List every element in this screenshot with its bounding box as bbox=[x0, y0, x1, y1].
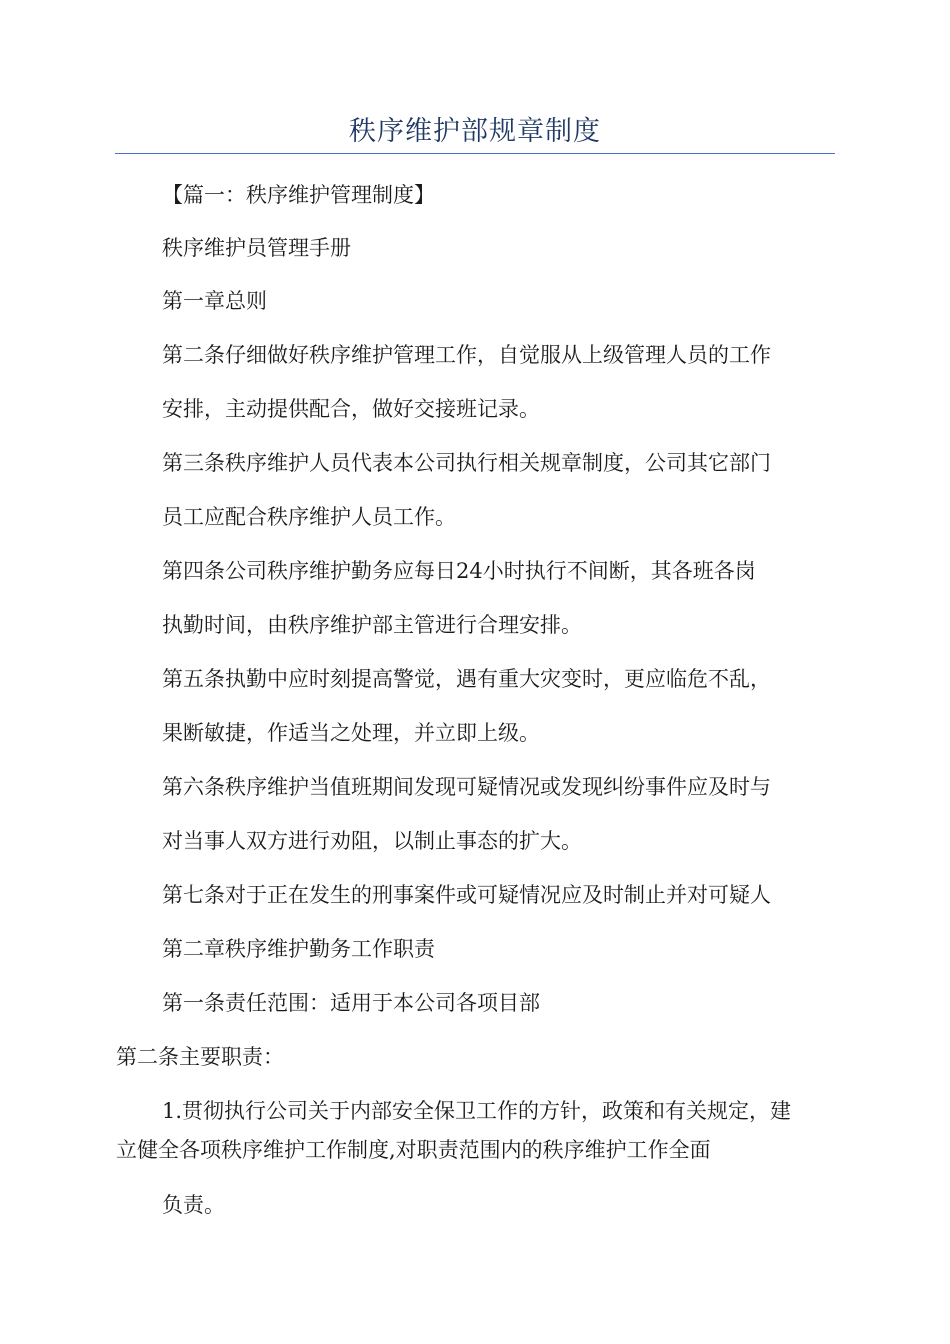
paragraph-line: 负责。 bbox=[162, 1193, 225, 1217]
chapter-heading: 第一章总则 bbox=[162, 289, 267, 313]
handbook-title: 秩序维护员管理手册 bbox=[162, 236, 351, 260]
paragraph-line: 1.贯彻执行公司关于内部安全保卫工作的方针，政策和有关规定，建 bbox=[162, 1099, 792, 1123]
paragraph-line: 果断敏捷，作适当之处理，并立即上级。 bbox=[162, 721, 540, 745]
paragraph-line: 对当事人双方进行劝阻，以制止事态的扩大。 bbox=[162, 829, 582, 853]
paragraph-line: 第六条秩序维护当值班期间发现可疑情况或发现纠纷事件应及时与 bbox=[162, 775, 771, 799]
document-title: 秩序维护部规章制度 bbox=[349, 116, 601, 147]
section-heading: 【篇一：秩序维护管理制度】 bbox=[162, 183, 435, 207]
paragraph-line: 安排，主动提供配合，做好交接班记录。 bbox=[162, 397, 540, 421]
paragraph-line: 执勤时间，由秩序维护部主管进行合理安排。 bbox=[162, 613, 582, 637]
paragraph-line: 第一条责任范围：适用于本公司各项目部 bbox=[162, 991, 540, 1015]
paragraph-line: 第二条仔细做好秩序维护管理工作，自觉服从上级管理人员的工作 bbox=[162, 343, 771, 367]
paragraph-line: 第四条公司秩序维护勤务应每日24小时执行不间断，其各班各岗 bbox=[162, 559, 756, 583]
paragraph-line: 员工应配合秩序维护人员工作。 bbox=[162, 505, 456, 529]
title-underline bbox=[115, 153, 835, 154]
paragraph-line: 立健全各项秩序维护工作制度,对职责范围内的秩序维护工作全面 bbox=[116, 1138, 711, 1162]
paragraph-line: 第七条对于正在发生的刑事案件或可疑情况应及时制止并对可疑人 bbox=[162, 883, 771, 907]
paragraph-line: 第五条执勤中应时刻提高警觉，遇有重大灾变时，更应临危不乱， bbox=[162, 667, 771, 691]
paragraph-line: 第二条主要职责： bbox=[116, 1045, 284, 1069]
chapter-heading: 第二章秩序维护勤务工作职责 bbox=[162, 937, 435, 961]
paragraph-line: 第三条秩序维护人员代表本公司执行相关规章制度，公司其它部门 bbox=[162, 451, 771, 475]
